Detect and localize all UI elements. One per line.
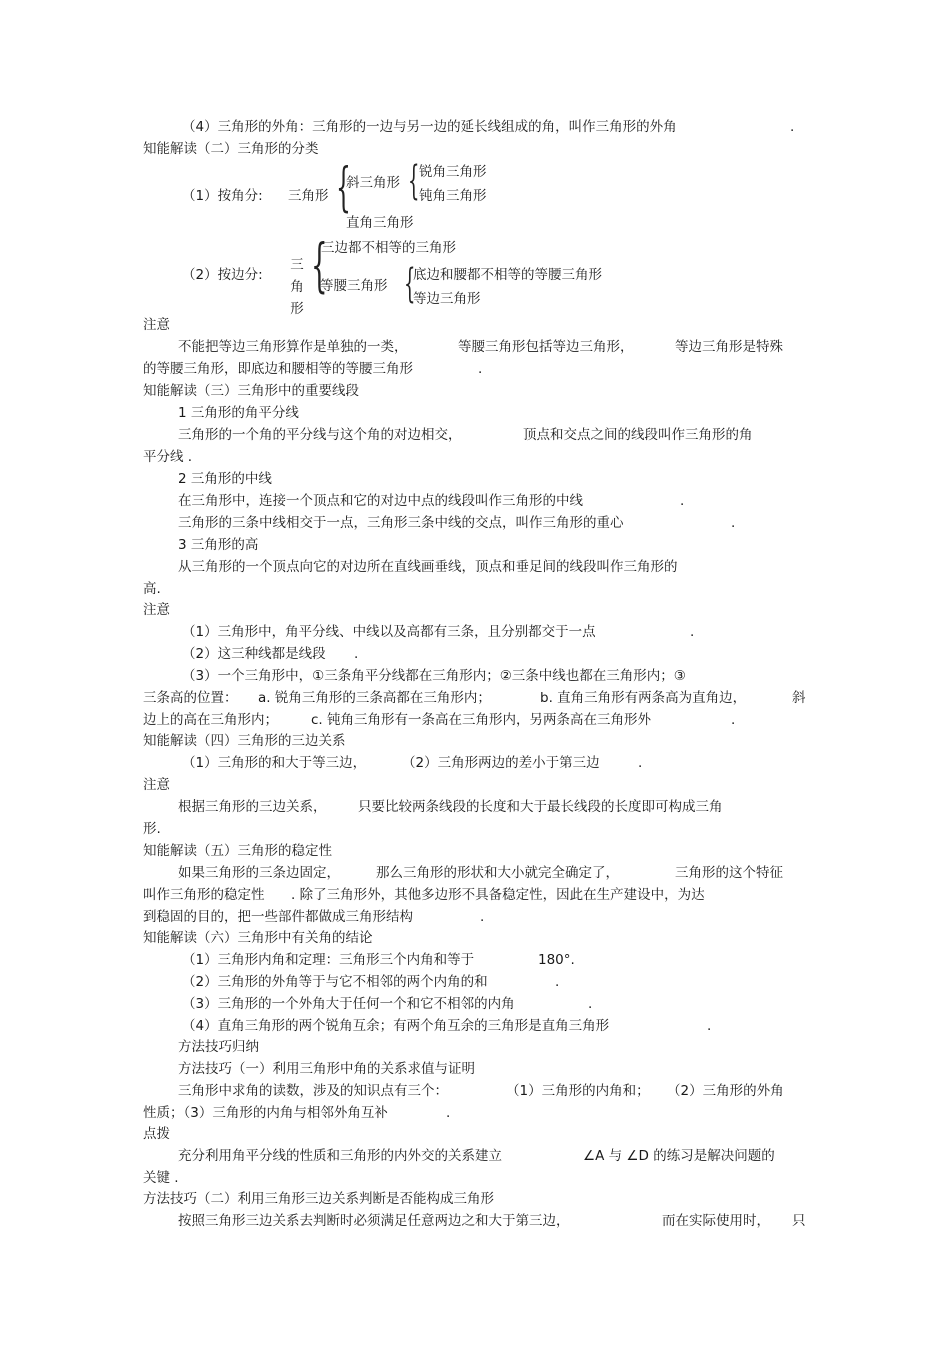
text-line: 三角形的一个角的平分线与这个角的对边相交， <box>178 427 462 443</box>
classification-root: 三角形 <box>288 188 329 204</box>
text-line: （2）三角形的外角 <box>667 1083 784 1099</box>
text-line: 等腰三角形包括等边三角形， <box>458 339 634 355</box>
text-line: 三角形的三条中线相交于一点，三角形三条中线的交点，叫作三角形的重心 <box>178 515 624 531</box>
text-line: 顶点和交点之间的线段叫作三角形的角 <box>523 427 753 443</box>
text-line: （3）三角形的一个外角大于任何一个和它不相邻的内角 <box>182 996 515 1012</box>
section-heading: 知能解读（四）三角形的三边关系 <box>143 733 346 749</box>
section-heading: 知能解读（五）三角形的稳定性 <box>143 843 332 859</box>
text-line: 平分线 . <box>143 449 193 465</box>
text-line: . <box>680 493 685 509</box>
text-line: 关键 . <box>143 1170 179 1186</box>
classification-item: 直角三角形 <box>346 215 414 231</box>
text-line: c. 钝角三角形有一条高在三角形内，另两条高在三角形外 <box>311 712 652 728</box>
text-line: . <box>588 996 593 1012</box>
text-line: 的等腰三角形，即底边和腰相等的等腰三角形 <box>143 361 413 377</box>
subsection-heading: 方法技巧（二）利用三角形三边关系判断是否能构成三角形 <box>143 1191 494 1207</box>
text-line: 边上的高在三角形内； <box>143 712 278 728</box>
text-line: 性质；（3）三角形的内角与相邻外角互补 <box>143 1105 388 1121</box>
classification-item: 钝角三角形 <box>419 188 487 204</box>
text-line: 斜 <box>792 690 806 706</box>
text-line: 而在实际使用时， <box>662 1213 770 1229</box>
text-line: （4）三角形的外角：三角形的一边与另一边的延长线组成的角，叫作三角形的外角 <box>182 119 677 135</box>
text-line: . <box>790 119 795 135</box>
note-label: 注意 <box>143 777 170 793</box>
text-line: 那么三角形的形状和大小就完全确定了， <box>376 865 619 881</box>
classification-label: （2）按边分: <box>182 267 263 283</box>
classification-root: 三角形 <box>290 257 304 317</box>
text-line: （2）三角形的外角等于与它不相邻的两个内角的和 <box>182 974 488 990</box>
text-line: （1）三角形的和大于等三边， <box>182 755 367 771</box>
left-brace-icon: { <box>404 261 416 307</box>
text-line: b. 直角三角形有两条高为直角边， <box>540 690 747 706</box>
left-brace-icon: { <box>311 231 328 299</box>
left-brace-icon: { <box>408 158 420 204</box>
text-line: 三条高的位置： <box>143 690 238 706</box>
text-line: （3）一个三角形中，①三条角平分线都在三角形内；②三条中线也都在三角形内；③ <box>182 668 686 684</box>
text-line: 从三角形的一个顶点向它的对边所在直线画垂线，顶点和垂足间的线段叫作三角形的 <box>178 559 678 575</box>
text-line: 在三角形中，连接一个顶点和它的对边中点的线段叫作三角形的中线 <box>178 493 583 509</box>
classification-item: 等边三角形 <box>413 291 481 307</box>
left-brace-icon: { <box>336 158 351 218</box>
classification-item: 底边和腰都不相等的等腰三角形 <box>413 267 602 283</box>
text-line: 只 <box>792 1213 806 1229</box>
classification-item: 斜三角形 <box>346 175 400 191</box>
subsection-heading: 方法技巧（一）利用三角形中角的关系求值与证明 <box>178 1061 475 1077</box>
text-line: . <box>446 1105 451 1121</box>
note-label: 注意 <box>143 317 170 333</box>
text-line: 三角形的这个特征 <box>675 865 783 881</box>
text-line: 形. <box>143 821 161 837</box>
text-line: . <box>690 624 695 640</box>
text-line: 三角形中求角的读数，涉及的知识点有三个： <box>178 1083 448 1099</box>
text-line: . <box>354 646 359 662</box>
text-line: . <box>555 974 560 990</box>
note-label: 注意 <box>143 602 170 618</box>
text-line: ∠A 与 ∠D 的练习是解决问题的 <box>583 1148 775 1164</box>
text-line: 只要比较两条线段的长度和大于最长线段的长度即可构成三角 <box>358 799 723 815</box>
classification-item: 等腰三角形 <box>320 278 388 294</box>
text-line: 180°. <box>538 952 575 968</box>
text-line: （1）三角形的内角和； <box>506 1083 650 1099</box>
subsection-heading: 2 三角形的中线 <box>178 471 272 487</box>
note-label: 点拨 <box>143 1126 170 1142</box>
subsection-heading: 3 三角形的高 <box>178 537 259 553</box>
text-line: （4）直角三角形的两个锐角互余；有两个角互余的三角形是直角三角形 <box>182 1018 610 1034</box>
text-line: （2）这三种线都是线段 <box>182 646 326 662</box>
text-line: . <box>478 361 483 377</box>
section-heading: 知能解读（三）三角形中的重要线段 <box>143 383 359 399</box>
text-line: （2）三角形两边的差小于第三边 <box>402 755 600 771</box>
section-heading: 知能解读（二）三角形的分类 <box>143 141 319 157</box>
text-line: 到稳固的目的，把一些部件都做成三角形结构 <box>143 909 413 925</box>
text-line: . <box>638 755 643 771</box>
text-line: 高. <box>143 581 161 597</box>
text-line: 充分利用角平分线的性质和三角形的内外交的关系建立 <box>178 1148 502 1164</box>
classification-label: （1）按角分: <box>182 188 263 204</box>
text-line: 等边三角形是特殊 <box>675 339 783 355</box>
text-line: . <box>707 1018 712 1034</box>
section-heading: 知能解读（六）三角形中有关角的结论 <box>143 930 373 946</box>
text-line: 不能把等边三角形算作是单独的一类， <box>178 339 408 355</box>
classification-item: 三边都不相等的三角形 <box>321 240 456 256</box>
text-line: 叫作三角形的稳定性 <box>143 887 265 903</box>
classification-item: 锐角三角形 <box>419 164 487 180</box>
text-line: . <box>731 712 736 728</box>
text-line: （1）三角形内角和定理：三角形三个内角和等于 <box>182 952 475 968</box>
text-line: . <box>480 909 485 925</box>
subsection-heading: 1 三角形的角平分线 <box>178 405 299 421</box>
text-line: a. 锐角三角形的三条高都在三角形内； <box>258 690 491 706</box>
text-line: 根据三角形的三边关系， <box>178 799 327 815</box>
text-line: 按照三角形三边关系去判断时必须满足任意两边之和大于第三边， <box>178 1213 570 1229</box>
subsection-heading: 方法技巧归纳 <box>178 1039 259 1055</box>
text-line: . <box>731 515 736 531</box>
text-line: 如果三角形的三条边固定， <box>178 865 340 881</box>
text-line: . 除了三角形外，其他多边形不具备稳定性，因此在生产建设中，为达 <box>291 887 705 903</box>
text-line: （1）三角形中，角平分线、中线以及高都有三条，且分别都交于一点 <box>182 624 596 640</box>
